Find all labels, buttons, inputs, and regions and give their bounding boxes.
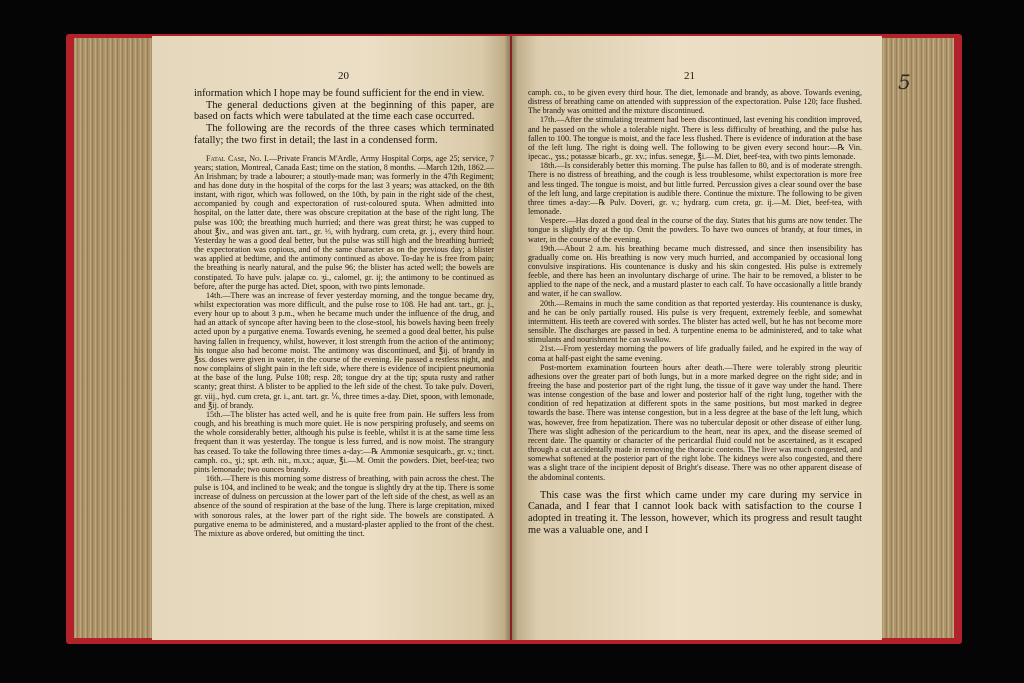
- entry-14th: 14th.—There was an increase of fever yesterday morning, and the tongue became dry, whilst expectoration was more difficult, and the pulse rose to 108. He had ant. tart., gr. j., every hour up to about 3 p.m., when he became much under the influence of the drug, and had an attack of syncope after having been to the close-stool, his bowels having been freely acted upon by a purgative enema. Towards evening, he seemed a good deal better, his pulse having fallen in frequency, whilst, however, it lost strength from the action of the antimony; his tongue also had become moist. The antimony was discontinued, and ℥ij. of brandy in ℥ss. doses were given in water, in the course of the evening. He passed a restless night, and now complains of slight pain in the left side, where there is evidence of incipient pneumonia at the base of the lung. Pulse 108; resp. 28; tongue dry at the tip; sputa rusty and rather scanty; great thirst. A blister to be applied to the left side of the chest. To take pulv. Doveri, gr. viij., hyd. cum creta, gr. i., ant. tart. gr. ⅙, three times a-day. Diet, spoon, with lemonade, and ℥ij. of brandy.: [194, 290, 494, 410]
- entry-19th: 19th.—About 2 a.m. his breathing became much distressed, and since then insensibility has gradually come on. His breathing is now very much hurried, and accompanied by occasional long convulsive inspirations. His countenance is dusky and his skin congested. His pulse is extremely feeble, and there has been an involuntary discharge of urine. The hair to be removed, a blister to be applied to the nape of the neck, and a mustard plaster to each calf. To have occasionally a little brandy and water, if he can swallow.: [528, 243, 862, 299]
- book-gutter: [505, 36, 517, 640]
- entry-21st: 21st.—From yesterday morning the powers of life gradually failed, and he expired in the way of coma at half-past eight the same evening.: [528, 344, 862, 363]
- right-page-edges: [880, 38, 954, 638]
- left-page-text: [194, 88, 494, 538]
- entry-20th: 20th.—Remains in much the same condition as that reported yesterday. His countenance is dusky, and he can be only partially roused. His pulse is very frequent, extremely feeble, and somewhat intermittent. His teeth are covered with sordes. The blister has acted well, but he has not become more sensible. The discharges are passed in bed. A turpentine enema to be administered, and to take what stimulants and nourishment he can swallow.: [528, 298, 862, 345]
- case-heading: Fatal Case, No. I.: [206, 153, 269, 163]
- closing-paragraph: This case was the first which came under my care during my service in Canada, and I fear that I cannot look back with satisfaction to the course I adopted in treating it. The lesson, however, which its progress and result taught me was a valuable one, and I: [528, 489, 862, 536]
- entry-vespere: Vespere.—Has dozed a good deal in the course of the day. States that his gums are now tender. The tongue is slightly dry at the tip. Omit the powders. To have two ounces of brandy, at four times, in water, in the course of the evening.: [528, 216, 862, 244]
- left-page-number: 20: [338, 70, 349, 82]
- right-page-number: 21: [684, 70, 695, 82]
- entry-17th: 17th.—After the stimulating treatment had been discontinued, last evening his condition improved, and he passed on the whole a tolerable night. There is less difficulty of breathing, and the pulse has fallen to 100. The tongue is moist, and the face less flushed. There is evidence of induration at the base of the left lung. The right is doing well. The following to be given every second hour:—℞ Vin. ipecac., ʒss.; potassæ bicarb., gr. xv.; infus. senegæ, ℥i.—M. Diet, beef-tea, with two pints lemonade.: [528, 115, 862, 162]
- handwritten-margin-note: 5: [898, 70, 911, 94]
- case-intro: —Private Francis M'Ardle, Army Hospital Corps, age 25; service, 7 years; station, Montreal, Canada East; time on the station, 8 months. —March 12th, 1862.—An Irishman; by trade a labourer; a stoutly-made man; was formerly in the 47th Regiment; and has done duty in the hospital of the corps for the last 3 years; was attacked, on the 8th instant, with rigor, which was followed, on the 10th, by pain in the right side of the chest, accompanied by cough and expectoration of rust-coloured sputa. When admitted into hospital, on the latter date, there was obscure crepitation at the base of the right lung. The pulse was 100; the breathing much hurried; and there was great thirst; he was cupped to about ℥iv., and was given ant. tart., gr. ⅓, with hydrarg. cum creta, gr. j., every third hour. Yesterday he was a good deal better, but the pulse was still high and the breathing hurried; the expectoration was copious, and of the same character as on the previous day; a blister was applied at bedtime, and the antimony continued as above. To-day he is free from pain; the breathing is nearly natural, and the pulse 96; the blister has acted well; the bowels are constipated. To have pulv. jalapæ co. ʒi., calomel, gr. ij; the antimony to be continued as before, after the purge has acted. Diet, spoon, with two pints lemonade.: [194, 153, 494, 291]
- left-page: [152, 36, 510, 640]
- post-mortem-paragraph: Post-mortem examination fourteen hours after death.—There were tolerably strong pleuritic adhesions over the greater part of both lungs, but in a more marked degree on the right side; and in freeing the base and posterior part of the right lung, the tissue of it gave way under the hand. There was intense congestion of the base and lower and posterior half of the right lung, together with the condition of red hepatization at different spots in the same positions, but most marked in degree towards the base. There was intense congestion, but in a less degree at the base of the left lung, which was, however, free from hepatization. There was no tubercular deposit or other disease of either lung. There was slight adhesion of the pericardium to the heart, near its apex, and the disease seemed of recent date. The quantity or character of the pericardial fluid could not be ascertained, as it escaped through a cut accidentally made in removing the thoracic contents. The liver was much congested, and somewhat softened at the posterior part of the right lobe. The kidneys were also congested, and there was a slight trace of the incipient deposit of Bright's disease. There was no other apparent disease of the abdominal contents.: [528, 362, 862, 482]
- right-page: [512, 36, 882, 640]
- left-page-edges: [74, 38, 156, 638]
- records-paragraph: The following are the records of the three cases which terminated fatally; the two first in detail; the last in a condensed form.: [194, 123, 494, 146]
- continuation-paragraph: camph. co., to be given every third hour. The diet, lemonade and brandy, as above. Towards evening, distress of breathing came on attended with suppression of the expectoration. Pulse 120; face flushed. The brandy was omitted and the mixture discontinued.: [528, 88, 862, 116]
- case-one-paragraph: [194, 154, 494, 291]
- deductions-paragraph: The general deductions given at the beginning of this paper, are based on facts which were tabulated at the time each case occurred.: [194, 99, 494, 123]
- opening-paragraph: information which I hope may be found sufficient for the end in view.: [194, 88, 485, 99]
- entry-15th: 15th.—The blister has acted well, and he is quite free from pain. He suffers less from cough, and his breathing is much more quiet. He is now perspiring profusely, and seems on the whole considerably better, although his pulse is feeble, whilst it is at the same time less frequent than it was yesterday. The tongue is less furred, and is now moist. The strangury has ceased. To take the following three times a-day:—℞ Ammoniæ sesquicarb., gr. v.; tinct. camph. co., ʒi.; spt. æth. nit., m.xx.; aquæ, ℥i.—M. Omit the powders. Diet, beef-tea; two pints lemonade; two ounces brandy.: [194, 409, 494, 474]
- entry-16th: 16th.—There is this morning some distress of breathing, with pain across the chest. The pulse is 104, and inclined to be weak; and the tongue is slightly dry at the tip. There is some increase of dulness on percussion at the lower part of the left side of the chest, as well as an absence of the sound of respiration at the base of the lung. There is large crepitation, mixed with sonorous rales, at the lower part of the right side. The bowels are constipated. A purgative enema to be administered, and a mustard-plaster applied to the front of the chest. The mixture as above ordered, but omitting the tinct.: [194, 473, 494, 538]
- entry-18th: 18th.—Is considerably better this morning. The pulse has fallen to 80, and is of moderate strength. There is no distress of breathing, and the cough is less troublesome, whilst expectoration is more free and less tinged. The tongue is moist, and but little furred. Percussion gives a clear sound over the base of the left lung, and large crepitation is audible there. Continue the mixture. The following to be given three times a-day:—℞ Pulv. Doveri, gr. v.; hydrarg. cum creta, gr. ij.—M. Diet, beef-tea, with lemonade.: [528, 161, 862, 217]
- right-page-text: [528, 88, 862, 537]
